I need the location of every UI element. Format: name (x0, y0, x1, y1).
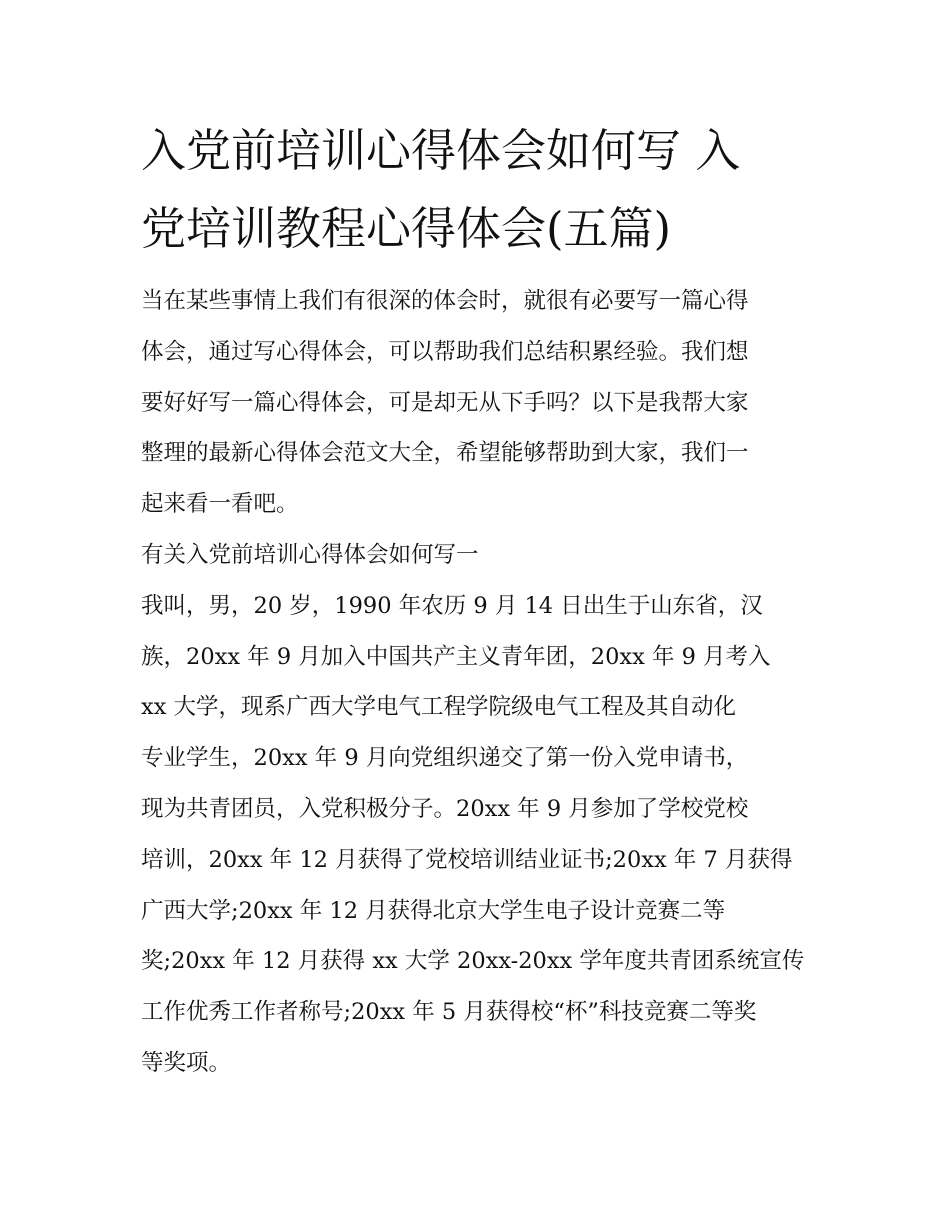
body-line-8: 族，20xx 年 9 月加入中国共产主义青年团，20xx 年 9 月考入 (141, 643, 771, 670)
body-line-3: 要好好写一篇心得体会，可是却无从下手吗？以下是我帮大家 (141, 389, 749, 416)
body-line-12: 培训，20xx 年 12 月获得了党校培训结业证书;20xx 年 7 月获得 (141, 846, 793, 873)
body-line-1: 当在某些事情上我们有很深的体会时，就很有必要写一篇心得 (141, 288, 749, 314)
document-body (141, 276, 841, 1089)
body-line-9: xx 大学，现系广西大学电气工程学院级电气工程及其自动化 (141, 694, 737, 721)
body-line-11: 现为共青团员，入党积极分子。20xx 年 9 月参加了学校党校 (141, 795, 749, 822)
title-line-1: 入党前培训心得体会如何写 入 (141, 124, 741, 177)
body-line-7: 我叫，男，20 岁，1990 年农历 9 月 14 日出生于山东省，汉 (141, 592, 763, 619)
section-heading: 有关入党前培训心得体会如何写一 (141, 541, 479, 568)
body-line-15: 工作优秀工作者称号;20xx 年 5 月获得校“杯”科技竞赛二等奖 (141, 999, 757, 1026)
body-line-13: 广西大学;20xx 年 12 月获得北京大学生电子设计竞赛二等 (141, 897, 726, 924)
body-line-2: 体会，通过写心得体会，可以帮助我们总结积累经验。我们想 (141, 338, 749, 365)
body-line-10: 专业学生，20xx 年 9 月向党组织递交了第一份入党申请书， (141, 745, 749, 772)
body-line-5: 起来看一看吧。 (141, 491, 299, 518)
title-line-2: 党培训教程心得体会(五篇) (141, 202, 672, 255)
document-title (141, 112, 821, 268)
body-line-4: 整理的最新心得体会范文大全，希望能够帮助到大家，我们一 (141, 440, 749, 467)
body-line-16: 等奖项。 (141, 1049, 232, 1076)
body-line-14: 奖;20xx 年 12 月获得 xx 大学 20xx-20xx 学年度共青团系统宣传 (141, 948, 805, 975)
